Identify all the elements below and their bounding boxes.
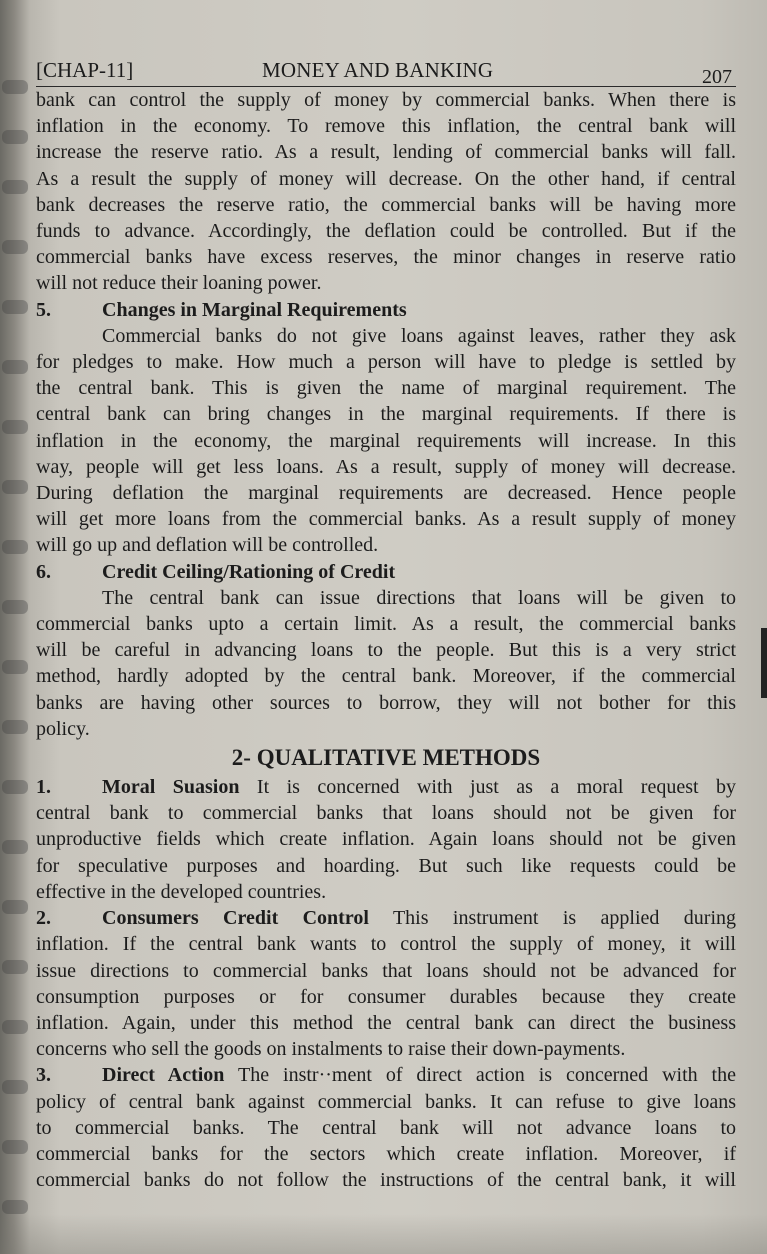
item-number: 3. [36,1064,51,1087]
text-line: will be careful in advancing loans to the people. But this is a very strict [36,639,736,662]
text-line: policy. [36,717,90,740]
right-edge-bar [761,628,767,698]
text-line: for pledges to make. How much a person will have to pledge is settled by [36,351,736,374]
text-line: The central bank can issue directions that loans will be given to [102,586,736,609]
book-page [36,52,736,1193]
bottom-shadow [0,1214,767,1254]
item-1-paragraph [36,774,736,905]
text-line: consumption purposes or for consumer durables because they create [36,985,736,1008]
text-line: funds to advance. Accordingly, the deflation could be controlled. But if the [36,220,736,243]
running-header [36,52,736,87]
text-line: way, people will get less loans. As a result, supply of money will decrease. [36,455,736,478]
item-term: Moral Suasion [102,776,240,799]
text-line: As a result the supply of money will decrease. On the other hand, if central [36,167,736,190]
page-edge-binding [0,60,34,1240]
item-term: Consumers Credit Control [102,907,369,930]
item-first-line: The instr··ment of direct action is concerned with the [238,1064,736,1087]
text-line: policy of central bank against commercial banks. It can refuse to give loans [36,1090,736,1113]
text-line: banks are having other sources to borrow, they will not bother for this [36,691,736,714]
text-line: effective in the developed countries. [36,880,327,903]
text-line: bank decreases the reserve ratio, the commercial banks will be having more [36,193,736,216]
chapter-title: MONEY AND BANKING [262,58,494,82]
section-title: Credit Ceiling/Rationing of Credit [102,560,396,583]
section-5-paragraph [36,323,736,559]
section-number: 5. [36,298,51,321]
text-line: commercial banks for the sectors which create inflation. Moreover, if [36,1142,736,1165]
text-line: the central bank. This is given the name of marginal requirement. The [36,377,736,400]
item-number: 2. [36,907,51,930]
text-line: inflation. Again, under this method the central bank can direct the business [36,1011,736,1034]
text-line: for speculative purposes and hoarding. But such like requests could be [36,854,736,877]
text-line: During deflation the marginal requirements are decreased. Hence people [36,482,736,505]
text-line: issue directions to commercial banks that loans should not be advanced for [36,959,736,982]
section-title: Changes in Marginal Requirements [102,298,407,321]
text-line [36,774,736,800]
text-line: commercial banks have excess reserves, the minor changes in reserve ratio [36,246,736,269]
text-line: Commercial banks do not give loans against leaves, rather they ask [102,324,736,347]
text-line: unproductive fields which create inflation. Again loans should not be given [36,828,736,851]
section-6-paragraph [36,585,736,742]
item-2-paragraph [36,905,736,1062]
text-line: method, hardly adopted by the central bank. Moreover, if the commercial [36,665,736,688]
text-line: central bank to commercial banks that loans should not be given for [36,802,736,825]
text-line: bank can control the supply of money by commercial banks. When there is [36,89,736,111]
text-line: increase the reserve ratio. As a result, lending of commercial banks will fall. [36,141,736,164]
text-line: will not reduce their loaning power. [36,272,322,295]
qualitative-methods-heading: 2- QUALITATIVE METHODS [231,745,541,771]
text-line: commercial banks upto a certain limit. As a result, the commercial banks [36,613,736,636]
intro-paragraph [36,87,736,297]
text-line: central bank can bring changes in the marginal requirements. If there is [36,403,736,426]
text-line: to commercial banks. The central bank will not advance loans to [36,1116,736,1139]
chapter-label: [CHAP-11] [36,58,134,82]
text-line: inflation. If the central bank wants to control the supply of money, it will [36,933,736,956]
text-line: will get more loans from the commercial banks. As a result supply of money [36,508,736,531]
item-3-paragraph [36,1062,736,1193]
page-number: 207 [702,66,732,88]
section-number: 6. [36,560,51,583]
section-5-heading [36,297,736,323]
item-first-line: This instrument is applied during [392,907,737,930]
text-line [36,1062,736,1088]
text-line: concerns who sell the goods on instalments to raise their down-payments. [36,1038,626,1061]
text-line: inflation in the economy, the marginal requirements will increase. In this [36,429,736,452]
text-line: commercial banks do not follow the instructions of the central bank, it will [36,1169,736,1192]
item-first-line: It is concerned with just as a moral request by [256,776,737,799]
text-line: will go up and deflation will be controlled. [36,534,379,557]
section-6-heading [36,559,736,585]
text-line [36,905,736,931]
item-term: Direct Action [102,1064,225,1087]
text-line: inflation in the economy. To remove this inflation, the central bank will [36,115,736,138]
item-number: 1. [36,776,51,799]
